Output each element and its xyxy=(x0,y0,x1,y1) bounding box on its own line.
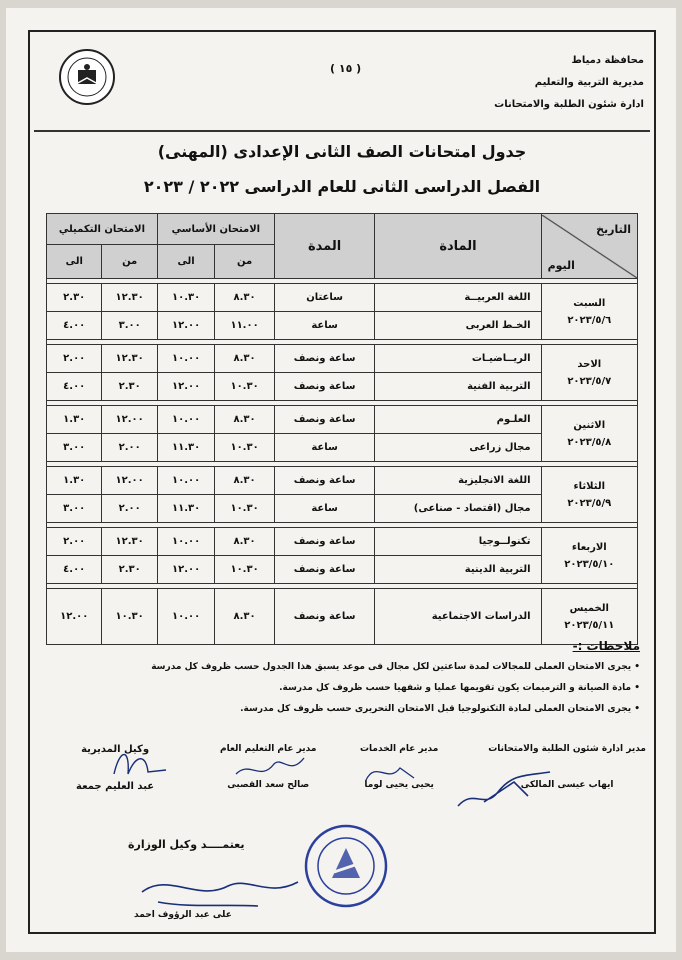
supp-from-cell: ٣.٠٠ xyxy=(102,312,157,340)
subject-header: المادة xyxy=(375,214,541,279)
signature-name: ايهاب عيسى المالكى xyxy=(520,780,614,790)
official-stamp xyxy=(304,824,388,908)
exam-date: ٢٠٢٣/٥/١٠ xyxy=(564,558,615,570)
signature-name: صالح سعد القصبى xyxy=(227,780,310,790)
basic-to-cell: ١٢.٠٠ xyxy=(157,373,214,401)
table-row xyxy=(47,345,638,373)
subject-cell: الخـط العربى xyxy=(375,312,541,340)
subject-cell: العلـوم xyxy=(375,406,541,434)
handwritten-signature xyxy=(138,862,308,912)
subject-cell: التربية الفنية xyxy=(375,373,541,401)
exam-date: ٢٠٢٣/٥/٧ xyxy=(567,375,612,387)
basic-from-cell: ٨.٣٠ xyxy=(215,345,275,373)
supp-to-cell: ٢.٣٠ xyxy=(47,284,102,312)
supp-from-cell: ١٢.٠٠ xyxy=(102,406,157,434)
page-number: ( ١٥ ) xyxy=(330,62,362,75)
notes-title: ملاحظات :- xyxy=(572,639,640,653)
duration-cell: ساعة ونصف xyxy=(274,556,375,584)
note-item: • يجرى الامتحان العملى للمجالات لمدة ساعتين لكل مجال فى موعد يسبق هذا الجدول حسب ظروف كل مدرسة xyxy=(151,662,640,672)
supp-to-cell: ٢.٠٠ xyxy=(47,528,102,556)
document-subtitle: الفصل الدراسى الثانى للعام الدراسى ٢٠٢٢ / ٢٠٢٣ xyxy=(143,177,541,196)
duration-cell: ساعة ونصف xyxy=(274,528,375,556)
exam-date: ٢٠٢٣/٥/٩ xyxy=(567,497,612,509)
subject-cell: مجال (اقتصاد - صناعى) xyxy=(375,495,541,523)
day-date-cell xyxy=(541,345,637,401)
table-row xyxy=(47,528,638,556)
subject-cell: التربية الدينية xyxy=(375,556,541,584)
supp-to-cell: ١.٣٠ xyxy=(47,467,102,495)
supp-to-cell: ٤.٠٠ xyxy=(47,312,102,340)
day-name: الاربعاء xyxy=(571,541,607,553)
duration-cell: ساعة ونصف xyxy=(274,467,375,495)
signature-title: مدير عام الخدمات xyxy=(360,744,439,754)
duration-cell: ساعتان xyxy=(274,284,375,312)
basic-from-cell: ١٠.٣٠ xyxy=(215,495,275,523)
basic-from-cell: ٨.٣٠ xyxy=(215,589,275,645)
subject-cell: مجال زراعى xyxy=(375,434,541,462)
supp-from-cell: ١٢.٣٠ xyxy=(102,345,157,373)
day-name: الثلاثاء xyxy=(573,480,606,492)
signature-title: وكيل المديرية xyxy=(81,744,150,755)
duration-cell: ساعة xyxy=(274,495,375,523)
basic-to-header: الى xyxy=(157,245,214,279)
subject-cell: اللغة العربيــة xyxy=(375,284,541,312)
supp-from-cell: ١٢.٣٠ xyxy=(102,284,157,312)
duration-cell: ساعة xyxy=(274,312,375,340)
handwritten-signature xyxy=(230,746,310,786)
supp-from-cell: ٢.٠٠ xyxy=(102,495,157,523)
basic-from-cell: ١٠.٣٠ xyxy=(215,434,275,462)
date-header-label: التاريخ xyxy=(596,222,631,236)
exam-schedule-table xyxy=(46,213,638,645)
basic-to-cell: ١٢.٠٠ xyxy=(157,312,214,340)
duration-cell: ساعة ونصف xyxy=(274,373,375,401)
supp-to-header: الى xyxy=(47,245,102,279)
document-page xyxy=(6,8,676,952)
header-department: ادارة شئون الطلبة والامتحانات xyxy=(494,99,644,110)
subject-cell: اللغة الانجليزية xyxy=(375,467,541,495)
supp-to-cell: ٤.٠٠ xyxy=(47,556,102,584)
day-date-cell xyxy=(541,467,637,523)
basic-to-cell: ١١.٣٠ xyxy=(157,434,214,462)
date-day-header xyxy=(541,214,637,279)
page-border xyxy=(28,30,656,934)
supp-to-cell: ٣.٠٠ xyxy=(47,495,102,523)
handwritten-signature xyxy=(106,744,176,784)
table-row xyxy=(47,406,638,434)
approval-label: يعتمــــد وكيل الوزارة xyxy=(128,838,245,851)
basic-to-cell: ١٠.٠٠ xyxy=(157,528,214,556)
note-item: • يجرى الامتحان العملى لمادة التكنولوجيا قبل الامتحان التحريرى حسب ظروف كل مدرسة. xyxy=(240,704,640,714)
supp-to-cell: ١٢.٠٠ xyxy=(47,589,102,645)
basic-exam-header: الامتحان الأساسي xyxy=(157,214,274,245)
handwritten-signature xyxy=(454,768,554,812)
supp-to-cell: ١.٣٠ xyxy=(47,406,102,434)
day-header-label: اليوم xyxy=(547,258,575,272)
supp-to-cell: ٢.٠٠ xyxy=(47,345,102,373)
ministry-logo xyxy=(58,48,116,106)
signature-name: يحيى يحيى لوما xyxy=(364,780,434,790)
exam-date: ٢٠٢٣/٥/١١ xyxy=(564,619,615,631)
supp-from-cell: ١٢.٠٠ xyxy=(102,467,157,495)
basic-from-header: من xyxy=(215,245,275,279)
supp-to-cell: ٣.٠٠ xyxy=(47,434,102,462)
supp-from-header: من xyxy=(102,245,157,279)
duration-cell: ساعة ونصف xyxy=(274,406,375,434)
duration-cell: ساعة ونصف xyxy=(274,589,375,645)
basic-from-cell: ٨.٣٠ xyxy=(215,467,275,495)
signature-title: مدير عام التعليم العام xyxy=(220,744,317,754)
supp-from-cell: ٢.٣٠ xyxy=(102,373,157,401)
day-name: الخميس xyxy=(569,602,609,614)
handwritten-signature xyxy=(360,754,420,790)
signature-name: عبد العليم جمعة xyxy=(76,781,155,792)
document-title: جدول امتحانات الصف الثانى الإعدادى (المهنى) xyxy=(157,142,527,161)
exam-date: ٢٠٢٣/٥/٨ xyxy=(567,436,612,448)
basic-to-cell: ١٠.٠٠ xyxy=(157,406,214,434)
supplementary-exam-header: الامتحان التكميلي xyxy=(47,214,158,245)
duration-cell: ساعة ونصف xyxy=(274,345,375,373)
supp-from-cell: ١٠.٣٠ xyxy=(102,589,157,645)
table-row xyxy=(47,467,638,495)
duration-header: المدة xyxy=(274,214,375,279)
basic-to-cell: ١٢.٠٠ xyxy=(157,556,214,584)
header-governorate: محافظة دمياط xyxy=(571,55,644,66)
basic-to-cell: ١٠.٣٠ xyxy=(157,284,214,312)
notes-section xyxy=(44,636,640,720)
basic-to-cell: ١١.٣٠ xyxy=(157,495,214,523)
basic-to-cell: ١٠.٠٠ xyxy=(157,345,214,373)
header-block xyxy=(494,50,644,116)
supp-from-cell: ٢.٠٠ xyxy=(102,434,157,462)
subject-cell: الريــاضيـات xyxy=(375,345,541,373)
subject-cell: الدراسات الاجتماعية xyxy=(375,589,541,645)
basic-from-cell: ١٠.٣٠ xyxy=(215,373,275,401)
exam-date: ٢٠٢٣/٥/٦ xyxy=(567,314,612,326)
table-row xyxy=(47,284,638,312)
header-divider xyxy=(34,130,650,132)
header-directorate: مديرية التربية والتعليم xyxy=(534,77,644,88)
day-name: الاثنين xyxy=(573,419,606,431)
note-item: • مادة الصيانة و الترميمات يكون تقويمها عمليا و شفهيا حسب ظروف كل مدرسة. xyxy=(279,683,640,693)
basic-from-cell: ٨.٣٠ xyxy=(215,284,275,312)
duration-cell: ساعة xyxy=(274,434,375,462)
basic-from-cell: ١١.٠٠ xyxy=(215,312,275,340)
subject-cell: تكنولــوجيا xyxy=(375,528,541,556)
day-date-cell xyxy=(541,284,637,340)
supp-to-cell: ٤.٠٠ xyxy=(47,373,102,401)
day-name: الاحد xyxy=(577,358,602,370)
day-date-cell xyxy=(541,406,637,462)
basic-from-cell: ٨.٣٠ xyxy=(215,406,275,434)
supp-from-cell: ١٢.٣٠ xyxy=(102,528,157,556)
basic-to-cell: ١٠.٠٠ xyxy=(157,467,214,495)
approval-name: على عبد الرؤوف احمد xyxy=(134,910,232,920)
basic-from-cell: ١٠.٣٠ xyxy=(215,556,275,584)
day-date-cell xyxy=(541,528,637,584)
supp-from-cell: ٢.٣٠ xyxy=(102,556,157,584)
day-name: السبت xyxy=(573,297,606,309)
signature-title: مدير ادارة شئون الطلبة والامتحانات xyxy=(488,744,646,754)
basic-to-cell: ١٠.٠٠ xyxy=(157,589,214,645)
basic-from-cell: ٨.٣٠ xyxy=(215,528,275,556)
